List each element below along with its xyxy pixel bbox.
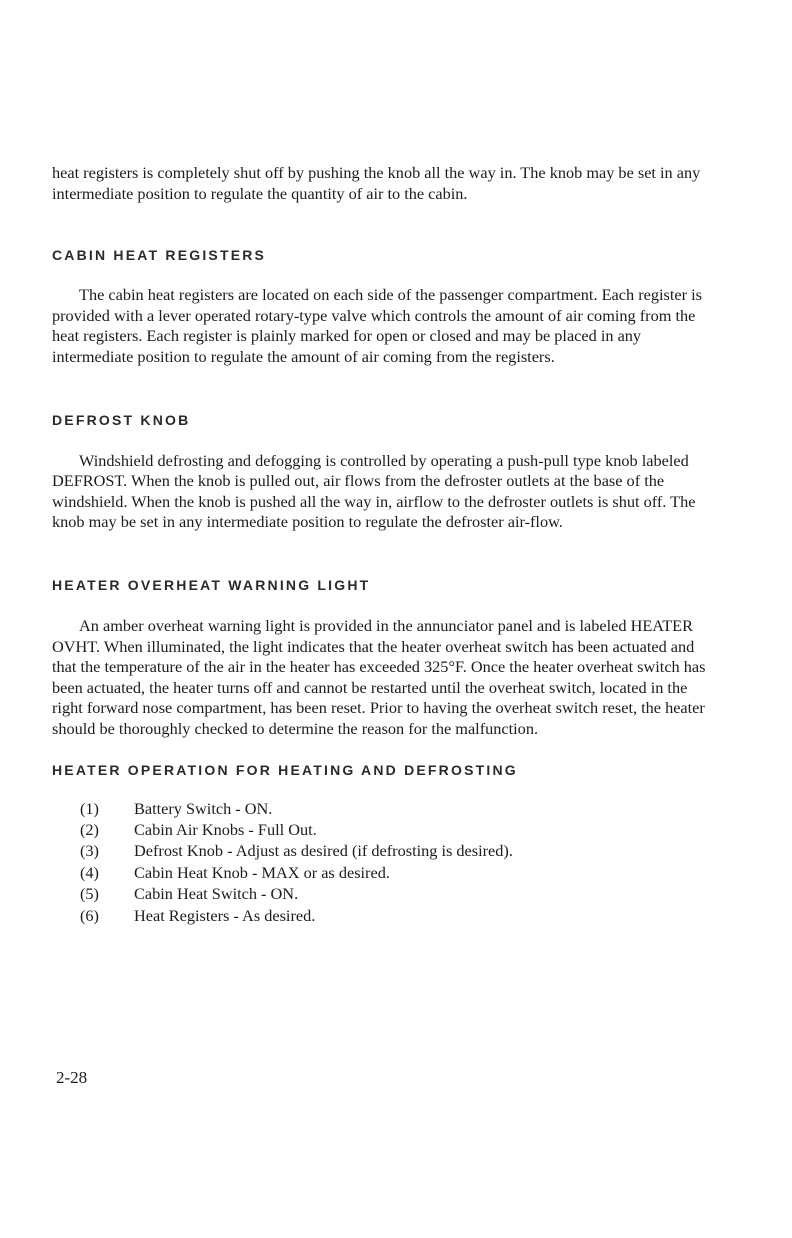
document-page <box>52 163 712 926</box>
heading-heater-operation: HEATER OPERATION FOR HEATING AND DEFROSTING <box>52 761 518 778</box>
list-item <box>80 840 712 861</box>
paragraph-heater-overheat-warning-light: An amber overheat warning light is provided in the annunciator panel and is labeled HEATER OVHT. When illuminated, the light indicates that the heater overheat switch has been actuated and that the temperature of the air in the heater has exceeded 325°F. Once the heater overheat switch has been actuated, the heater turns off and cannot be restarted until the overheat switch, located in the right forward nose compartment, has been reset. Prior to having the overheat switch reset, the heater should be thoroughly checked to determine the reason for the malfunction. <box>52 615 706 738</box>
step-text: Cabin Heat Switch - ON. <box>134 884 299 904</box>
heading-cabin-heat-registers: CABIN HEAT REGISTERS <box>52 247 267 264</box>
step-number: (1) <box>80 798 99 818</box>
list-item <box>80 883 712 904</box>
heater-operation-steps <box>80 798 712 926</box>
paragraph-defrost-knob: Windshield defrosting and defogging is controlled by operating a push-pull type knob labeled DEFROST. When the knob is pulled out, air flows from the defroster outlets at the base of the windshield. When the knob is pushed all the way in, airflow to the defroster outlets is shut off. The knob may be set in any intermediate position to regulate the defroster air-flow. <box>52 450 696 532</box>
heading-defrost-knob: DEFROST KNOB <box>52 411 191 428</box>
paragraph-cabin-heat-registers: The cabin heat registers are located on each side of the passenger compartment. Each register is provided with a lever operated rotary-type valve which controls the amount of air coming from the heat registers. Each register is plainly marked for open or closed and may be placed in any intermediate position to regulate the amount of air coming from the registers. <box>52 285 702 366</box>
list-item <box>80 862 712 883</box>
list-item <box>80 905 712 926</box>
list-item <box>80 819 712 840</box>
step-number: (2) <box>80 819 99 839</box>
step-number: (6) <box>80 905 99 925</box>
heading-heater-overheat-warning-light: HEATER OVERHEAT WARNING LIGHT <box>52 576 371 593</box>
step-text: Cabin Air Knobs - Full Out. <box>134 819 317 839</box>
page-number: 2-28 <box>56 1068 88 1087</box>
step-number: (5) <box>80 884 99 904</box>
step-text: Battery Switch - ON. <box>134 798 273 818</box>
step-number: (4) <box>80 862 99 882</box>
step-text: Defrost Knob - Adjust as desired (if defrosting is desired). <box>134 841 513 861</box>
list-item <box>80 798 712 819</box>
step-number: (3) <box>80 841 99 861</box>
step-text: Heat Registers - As desired. <box>134 905 316 925</box>
step-text: Cabin Heat Knob - MAX or as desired. <box>134 862 390 882</box>
intro-paragraph: heat registers is completely shut off by pushing the knob all the way in. The knob may be set in any intermediate position to regulate the quantity of air to the cabin. <box>52 163 701 203</box>
